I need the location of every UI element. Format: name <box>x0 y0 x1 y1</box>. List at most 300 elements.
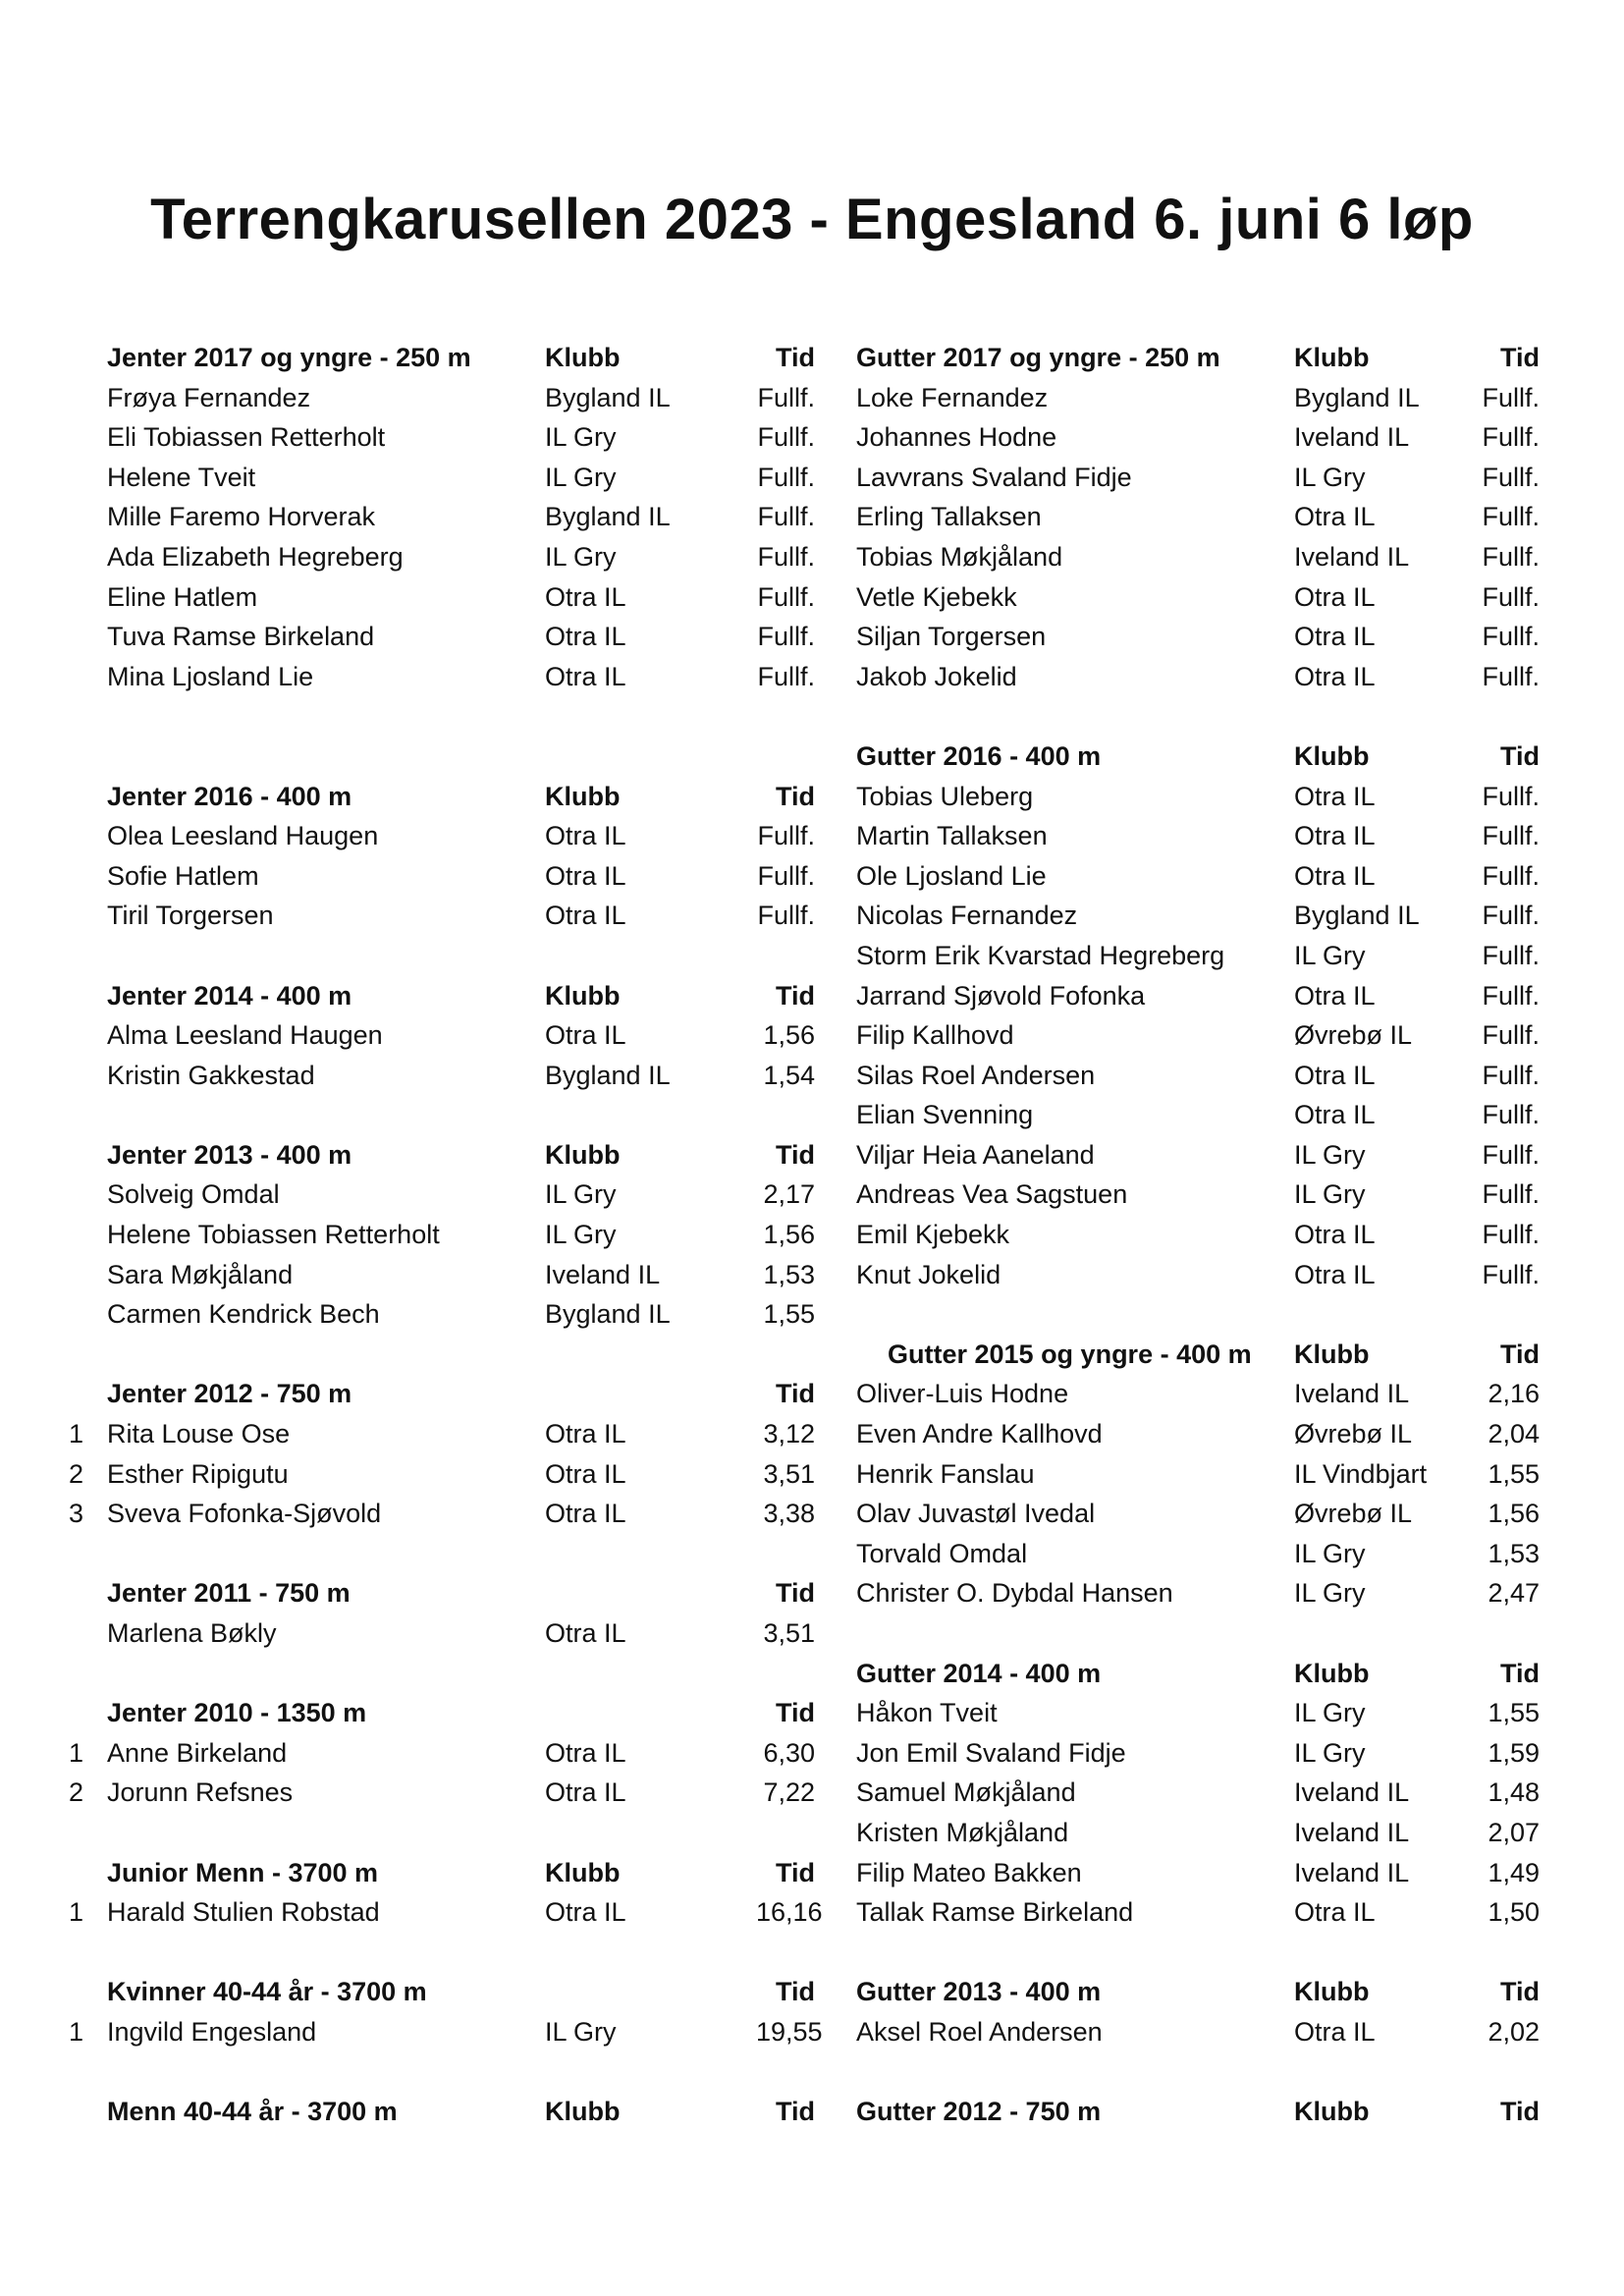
result-row <box>69 1255 825 1295</box>
result-row <box>69 2012 825 2052</box>
athlete-name: Tuva Ramse Birkeland <box>107 622 375 652</box>
result-row <box>842 1255 1569 1295</box>
athlete-name: Mina Ljosland Lie <box>107 661 314 691</box>
athlete-name: Carmen Kendrick Bech <box>107 1299 380 1330</box>
time-cell: Fullf. <box>757 502 815 532</box>
club-column-header: Klubb <box>1294 740 1370 771</box>
time-cell: 2,07 <box>1488 1817 1540 1847</box>
spacer-row <box>69 2052 825 2093</box>
athlete-name: Jon Emil Svaland Fidje <box>856 1737 1126 1768</box>
club-cell: Otra IL <box>545 1458 626 1489</box>
result-row <box>842 458 1569 498</box>
club-cell: Otra IL <box>1294 1259 1376 1289</box>
time-cell: 1,48 <box>1488 1777 1540 1808</box>
club-cell: Bygland IL <box>545 502 671 532</box>
time-cell: 1,54 <box>763 1060 815 1090</box>
result-row <box>842 976 1569 1016</box>
time-cell: Fullf. <box>1482 781 1540 811</box>
result-row <box>842 816 1569 856</box>
category-title: Jenter 2016 - 400 m <box>107 781 352 811</box>
category-header <box>69 1135 825 1175</box>
athlete-name: Esther Ripigutu <box>107 1458 289 1489</box>
time-cell: 1,55 <box>1488 1698 1540 1728</box>
result-row <box>69 1494 825 1534</box>
category-header <box>69 1853 825 1893</box>
result-row <box>69 1892 825 1933</box>
athlete-name: Tiril Torgersen <box>107 901 274 931</box>
rank-cell: 1 <box>69 1737 84 1768</box>
time-cell: 2,47 <box>1488 1578 1540 1609</box>
club-cell: IL Gry <box>545 462 617 492</box>
result-row <box>842 1494 1569 1534</box>
athlete-name: Aksel Roel Andersen <box>856 2016 1103 2047</box>
club-column-header: Klubb <box>1294 1977 1370 2007</box>
club-cell: Otra IL <box>1294 661 1376 691</box>
time-cell: 1,55 <box>763 1299 815 1330</box>
spacer-row <box>842 696 1569 737</box>
time-cell: Fullf. <box>757 661 815 691</box>
time-cell: Fullf. <box>757 901 815 931</box>
time-cell: Fullf. <box>1482 502 1540 532</box>
time-cell: 1,55 <box>1488 1458 1540 1489</box>
athlete-name: Frøya Fernandez <box>107 382 311 412</box>
spacer-row <box>842 1933 1569 1973</box>
athlete-name: Olav Juvastøl Ivedal <box>856 1499 1096 1529</box>
rank-cell: 3 <box>69 1499 84 1529</box>
category-title: Jenter 2013 - 400 m <box>107 1139 352 1170</box>
result-row <box>69 577 825 618</box>
time-cell: Fullf. <box>757 422 815 453</box>
club-cell: IL Gry <box>545 422 617 453</box>
result-row <box>842 378 1569 418</box>
time-cell: Fullf. <box>1482 622 1540 652</box>
club-cell: Otra IL <box>1294 1100 1376 1130</box>
athlete-name: Tobias Uleberg <box>856 781 1034 811</box>
time-column-header: Tid <box>1500 343 1540 372</box>
time-cell: 16,16 <box>756 1897 823 1928</box>
spacer-row <box>69 1933 825 1973</box>
result-row <box>69 1175 825 1215</box>
time-column-header: Tid <box>776 1379 815 1409</box>
club-cell: Otra IL <box>1294 980 1376 1011</box>
club-cell: Otra IL <box>1294 1897 1376 1928</box>
result-row <box>69 378 825 418</box>
athlete-name: Solveig Omdal <box>107 1179 280 1210</box>
time-column-header: Tid <box>776 1698 815 1728</box>
athlete-name: Kristin Gakkestad <box>107 1060 315 1090</box>
right-results-column <box>842 338 1569 2132</box>
time-cell: Fullf. <box>757 622 815 652</box>
club-cell: IL Gry <box>1294 1139 1366 1170</box>
time-column-header: Tid <box>776 1977 815 2007</box>
category-header <box>69 338 825 378</box>
club-cell: IL Gry <box>545 1220 617 1250</box>
category-header <box>842 1335 1569 1375</box>
rank-cell: 2 <box>69 1458 84 1489</box>
spacer-row <box>842 2052 1569 2093</box>
athlete-name: Sara Møkjåland <box>107 1259 294 1289</box>
result-row <box>842 1693 1569 1733</box>
category-title: Jenter 2014 - 400 m <box>107 980 352 1011</box>
time-cell: Fullf. <box>1482 1100 1540 1130</box>
result-row <box>842 1853 1569 1893</box>
athlete-name: Håkon Tveit <box>856 1698 998 1728</box>
time-cell: Fullf. <box>757 541 815 572</box>
club-column-header: Klubb <box>1294 343 1370 372</box>
result-row <box>69 1056 825 1096</box>
category-title: Gutter 2012 - 750 m <box>856 2097 1102 2127</box>
time-column-header: Tid <box>776 1857 815 1887</box>
club-cell: Bygland IL <box>1294 382 1420 412</box>
athlete-name: Harald Stulien Robstad <box>107 1897 380 1928</box>
spacer-row <box>69 1335 825 1375</box>
athlete-name: Elian Svenning <box>856 1100 1034 1130</box>
time-column-header: Tid <box>776 980 815 1011</box>
athlete-name: Emil Kjebekk <box>856 1220 1010 1250</box>
category-title: Gutter 2015 og yngre - 400 m <box>888 1339 1252 1369</box>
result-row <box>842 856 1569 897</box>
club-column-header: Klubb <box>1294 2097 1370 2127</box>
time-cell: 6,30 <box>763 1737 815 1768</box>
result-row <box>69 1454 825 1495</box>
club-cell: Otra IL <box>545 860 626 891</box>
club-cell: IL Gry <box>1294 462 1366 492</box>
category-header <box>69 1972 825 2012</box>
category-title: Menn 40-44 år - 3700 m <box>107 2097 398 2127</box>
athlete-name: Erling Tallaksen <box>856 502 1042 532</box>
club-cell: Øvrebø IL <box>1294 1020 1413 1051</box>
time-cell: 2,16 <box>1488 1379 1540 1409</box>
time-cell: 3,51 <box>763 1618 815 1648</box>
category-header <box>842 2092 1569 2132</box>
result-row <box>842 1015 1569 1056</box>
time-cell: Fullf. <box>1482 1179 1540 1210</box>
club-cell: Bygland IL <box>545 1299 671 1330</box>
club-column-header: Klubb <box>545 980 621 1011</box>
result-row <box>69 417 825 458</box>
club-cell: Otra IL <box>545 622 626 652</box>
athlete-name: Alma Leesland Haugen <box>107 1020 383 1051</box>
club-cell: Otra IL <box>545 1777 626 1808</box>
spacer-row <box>69 1654 825 1694</box>
athlete-name: Samuel Møkjåland <box>856 1777 1076 1808</box>
time-cell: Fullf. <box>1482 940 1540 970</box>
time-cell: Fullf. <box>1482 382 1540 412</box>
result-row <box>69 657 825 697</box>
category-title: Junior Menn - 3700 m <box>107 1857 379 1887</box>
time-cell: Fullf. <box>757 581 815 612</box>
result-row <box>842 896 1569 936</box>
result-row <box>842 577 1569 618</box>
left-results-column <box>69 338 825 2132</box>
club-cell: IL Gry <box>1294 940 1366 970</box>
spacer-row <box>69 1813 825 1853</box>
result-row <box>69 617 825 657</box>
club-column-header: Klubb <box>1294 1339 1370 1369</box>
athlete-name: Andreas Vea Sagstuen <box>856 1179 1128 1210</box>
athlete-name: Filip Mateo Bakken <box>856 1857 1082 1887</box>
time-cell: 3,38 <box>763 1499 815 1529</box>
athlete-name: Loke Fernandez <box>856 382 1049 412</box>
spacer-row <box>69 1534 825 1574</box>
result-row <box>69 1294 825 1335</box>
result-row <box>842 1175 1569 1215</box>
result-row <box>842 936 1569 976</box>
result-row <box>69 1414 825 1454</box>
category-title: Gutter 2017 og yngre - 250 m <box>856 343 1220 372</box>
athlete-name: Filip Kallhovd <box>856 1020 1014 1051</box>
time-column-header: Tid <box>1500 2097 1540 2127</box>
club-cell: Otra IL <box>545 821 626 851</box>
athlete-name: Kristen Møkjåland <box>856 1817 1069 1847</box>
athlete-name: Anne Birkeland <box>107 1737 288 1768</box>
athlete-name: Helene Tobiassen Retterholt <box>107 1220 440 1250</box>
result-row <box>842 1573 1569 1613</box>
club-cell: Iveland IL <box>1294 1777 1410 1808</box>
club-cell: Otra IL <box>1294 2016 1376 2047</box>
category-title: Gutter 2014 - 400 m <box>856 1658 1102 1688</box>
athlete-name: Sveva Fofonka-Sjøvold <box>107 1499 382 1529</box>
result-row <box>842 1215 1569 1255</box>
club-cell: Otra IL <box>1294 581 1376 612</box>
time-cell: 3,51 <box>763 1458 815 1489</box>
result-row <box>69 1773 825 1813</box>
club-cell: Otra IL <box>1294 781 1376 811</box>
category-header <box>69 1693 825 1733</box>
club-cell: Iveland IL <box>1294 541 1410 572</box>
time-cell: 1,53 <box>763 1259 815 1289</box>
athlete-name: Sofie Hatlem <box>107 860 259 891</box>
category-title: Jenter 2012 - 750 m <box>107 1379 352 1409</box>
category-title: Jenter 2011 - 750 m <box>107 1578 351 1609</box>
athlete-name: Christer O. Dybdal Hansen <box>856 1578 1173 1609</box>
club-cell: Iveland IL <box>1294 422 1410 453</box>
club-cell: Iveland IL <box>545 1259 661 1289</box>
time-cell: Fullf. <box>1482 462 1540 492</box>
time-column-header: Tid <box>776 1578 815 1609</box>
athlete-name: Eli Tobiassen Retterholt <box>107 422 386 453</box>
athlete-name: Jorunn Refsnes <box>107 1777 294 1808</box>
time-cell: Fullf. <box>757 821 815 851</box>
club-cell: Iveland IL <box>1294 1857 1410 1887</box>
category-title: Jenter 2010 - 1350 m <box>107 1698 367 1728</box>
athlete-name: Ingvild Engesland <box>107 2016 317 2047</box>
athlete-name: Eline Hatlem <box>107 581 258 612</box>
time-cell: 19,55 <box>756 2016 823 2047</box>
club-cell: IL Vindbjart <box>1294 1458 1428 1489</box>
spacer-row <box>69 696 825 737</box>
club-cell: IL Gry <box>1294 1538 1366 1568</box>
athlete-name: Marlena Bøkly <box>107 1618 277 1648</box>
club-cell: Bygland IL <box>545 382 671 412</box>
category-header <box>842 1654 1569 1694</box>
result-row <box>842 1813 1569 1853</box>
athlete-name: Even Andre Kallhovd <box>856 1419 1103 1449</box>
time-cell: Fullf. <box>1482 821 1540 851</box>
time-cell: 1,56 <box>763 1220 815 1250</box>
club-column-header: Klubb <box>545 781 621 811</box>
result-row <box>69 896 825 936</box>
result-row <box>842 1374 1569 1414</box>
rank-cell: 2 <box>69 1777 84 1808</box>
athlete-name: Henrik Fanslau <box>856 1458 1035 1489</box>
rank-cell: 1 <box>69 2016 84 2047</box>
result-row <box>842 497 1569 537</box>
time-cell: 2,17 <box>763 1179 815 1210</box>
result-row <box>69 537 825 577</box>
club-column-header: Klubb <box>545 343 621 372</box>
athlete-name: Knut Jokelid <box>856 1259 1001 1289</box>
time-cell: 1,53 <box>1488 1538 1540 1568</box>
category-title: Jenter 2017 og yngre - 250 m <box>107 343 471 372</box>
athlete-name: Viljar Heia Aaneland <box>856 1139 1095 1170</box>
result-row <box>69 816 825 856</box>
time-cell: Fullf. <box>1482 541 1540 572</box>
result-row <box>842 2012 1569 2052</box>
club-cell: Otra IL <box>1294 1220 1376 1250</box>
category-title: Gutter 2016 - 400 m <box>856 740 1102 771</box>
club-cell: Otra IL <box>1294 502 1376 532</box>
time-column-header: Tid <box>1500 1977 1540 2007</box>
spacer-row <box>69 737 825 777</box>
time-column-header: Tid <box>776 781 815 811</box>
time-cell: 7,22 <box>763 1777 815 1808</box>
time-cell: Fullf. <box>1482 1220 1540 1250</box>
club-cell: Otra IL <box>545 901 626 931</box>
category-header <box>842 1972 1569 2012</box>
result-row <box>69 1015 825 1056</box>
club-cell: IL Gry <box>545 1179 617 1210</box>
athlete-name: Martin Tallaksen <box>856 821 1048 851</box>
athlete-name: Jakob Jokelid <box>856 661 1017 691</box>
athlete-name: Helene Tveit <box>107 462 256 492</box>
athlete-name: Ada Elizabeth Hegreberg <box>107 541 404 572</box>
club-cell: Bygland IL <box>545 1060 671 1090</box>
club-cell: Otra IL <box>545 1020 626 1051</box>
result-row <box>842 1454 1569 1495</box>
time-cell: Fullf. <box>1482 422 1540 453</box>
club-cell: Otra IL <box>1294 860 1376 891</box>
athlete-name: Mille Faremo Horverak <box>107 502 376 532</box>
athlete-name: Olea Leesland Haugen <box>107 821 379 851</box>
spacer-row <box>842 1613 1569 1654</box>
club-column-header: Klubb <box>545 1857 621 1887</box>
category-header <box>69 1573 825 1613</box>
time-cell: 3,12 <box>763 1419 815 1449</box>
club-cell: IL Gry <box>1294 1698 1366 1728</box>
spacer-row <box>842 1294 1569 1335</box>
result-row <box>842 1892 1569 1933</box>
club-cell: IL Gry <box>1294 1179 1366 1210</box>
athlete-name: Oliver-Luis Hodne <box>856 1379 1069 1409</box>
time-cell: Fullf. <box>1482 860 1540 891</box>
athlete-name: Nicolas Fernandez <box>856 901 1078 931</box>
club-cell: IL Gry <box>545 541 617 572</box>
club-cell: Otra IL <box>545 661 626 691</box>
club-cell: Otra IL <box>1294 622 1376 652</box>
time-cell: Fullf. <box>1482 901 1540 931</box>
time-cell: Fullf. <box>1482 581 1540 612</box>
athlete-name: Johannes Hodne <box>856 422 1057 453</box>
result-row <box>69 458 825 498</box>
result-row <box>842 657 1569 697</box>
club-cell: Iveland IL <box>1294 1379 1410 1409</box>
time-cell: 1,50 <box>1488 1897 1540 1928</box>
result-row <box>69 497 825 537</box>
time-cell: Fullf. <box>1482 980 1540 1011</box>
category-header <box>69 777 825 817</box>
athlete-name: Tobias Møkjåland <box>856 541 1063 572</box>
time-column-header: Tid <box>1500 1339 1540 1369</box>
time-cell: 2,02 <box>1488 2016 1540 2047</box>
time-cell: Fullf. <box>757 382 815 412</box>
category-header <box>842 737 1569 777</box>
result-row <box>842 1135 1569 1175</box>
result-row <box>842 417 1569 458</box>
club-cell: Otra IL <box>545 1419 626 1449</box>
category-title: Kvinner 40-44 år - 3700 m <box>107 1977 427 2007</box>
time-column-header: Tid <box>776 343 815 372</box>
result-row <box>69 1613 825 1654</box>
result-row <box>842 617 1569 657</box>
club-cell: Øvrebø IL <box>1294 1419 1413 1449</box>
result-row <box>69 856 825 897</box>
category-header <box>842 338 1569 378</box>
result-row <box>842 1773 1569 1813</box>
club-cell: Otra IL <box>1294 821 1376 851</box>
club-column-header: Klubb <box>545 2097 621 2127</box>
club-cell: Otra IL <box>1294 1060 1376 1090</box>
club-cell: IL Gry <box>1294 1578 1366 1609</box>
result-row <box>842 1733 1569 1774</box>
club-cell: Bygland IL <box>1294 901 1420 931</box>
club-cell: Øvrebø IL <box>1294 1499 1413 1529</box>
time-cell: 2,04 <box>1488 1419 1540 1449</box>
time-cell: Fullf. <box>1482 1020 1540 1051</box>
time-cell: Fullf. <box>757 860 815 891</box>
athlete-name: Jarrand Sjøvold Fofonka <box>856 980 1146 1011</box>
time-column-header: Tid <box>1500 1658 1540 1688</box>
athlete-name: Vetle Kjebekk <box>856 581 1017 612</box>
result-row <box>842 1534 1569 1574</box>
time-cell: Fullf. <box>1482 1060 1540 1090</box>
athlete-name: Storm Erik Kvarstad Hegreberg <box>856 940 1225 970</box>
athlete-name: Siljan Torgersen <box>856 622 1047 652</box>
club-cell: Otra IL <box>545 581 626 612</box>
result-row <box>842 1414 1569 1454</box>
time-cell: 1,49 <box>1488 1857 1540 1887</box>
club-cell: Otra IL <box>545 1499 626 1529</box>
club-cell: Otra IL <box>545 1897 626 1928</box>
result-row <box>842 537 1569 577</box>
rank-cell: 1 <box>69 1419 84 1449</box>
club-column-header: Klubb <box>545 1139 621 1170</box>
category-header <box>69 1374 825 1414</box>
rank-cell: 1 <box>69 1897 84 1928</box>
athlete-name: Ole Ljosland Lie <box>856 860 1047 891</box>
category-title: Gutter 2013 - 400 m <box>856 1977 1102 2007</box>
club-cell: Otra IL <box>545 1618 626 1648</box>
club-column-header: Klubb <box>1294 1658 1370 1688</box>
page-title: Terrengkarusellen 2023 - Engesland 6. juni 6 løp <box>150 188 1474 251</box>
time-column-header: Tid <box>1500 740 1540 771</box>
time-column-header: Tid <box>776 2097 815 2127</box>
time-cell: 1,56 <box>763 1020 815 1051</box>
club-cell: Otra IL <box>545 1737 626 1768</box>
time-cell: Fullf. <box>1482 661 1540 691</box>
club-cell: IL Gry <box>1294 1737 1366 1768</box>
athlete-name: Lavvrans Svaland Fidje <box>856 462 1132 492</box>
